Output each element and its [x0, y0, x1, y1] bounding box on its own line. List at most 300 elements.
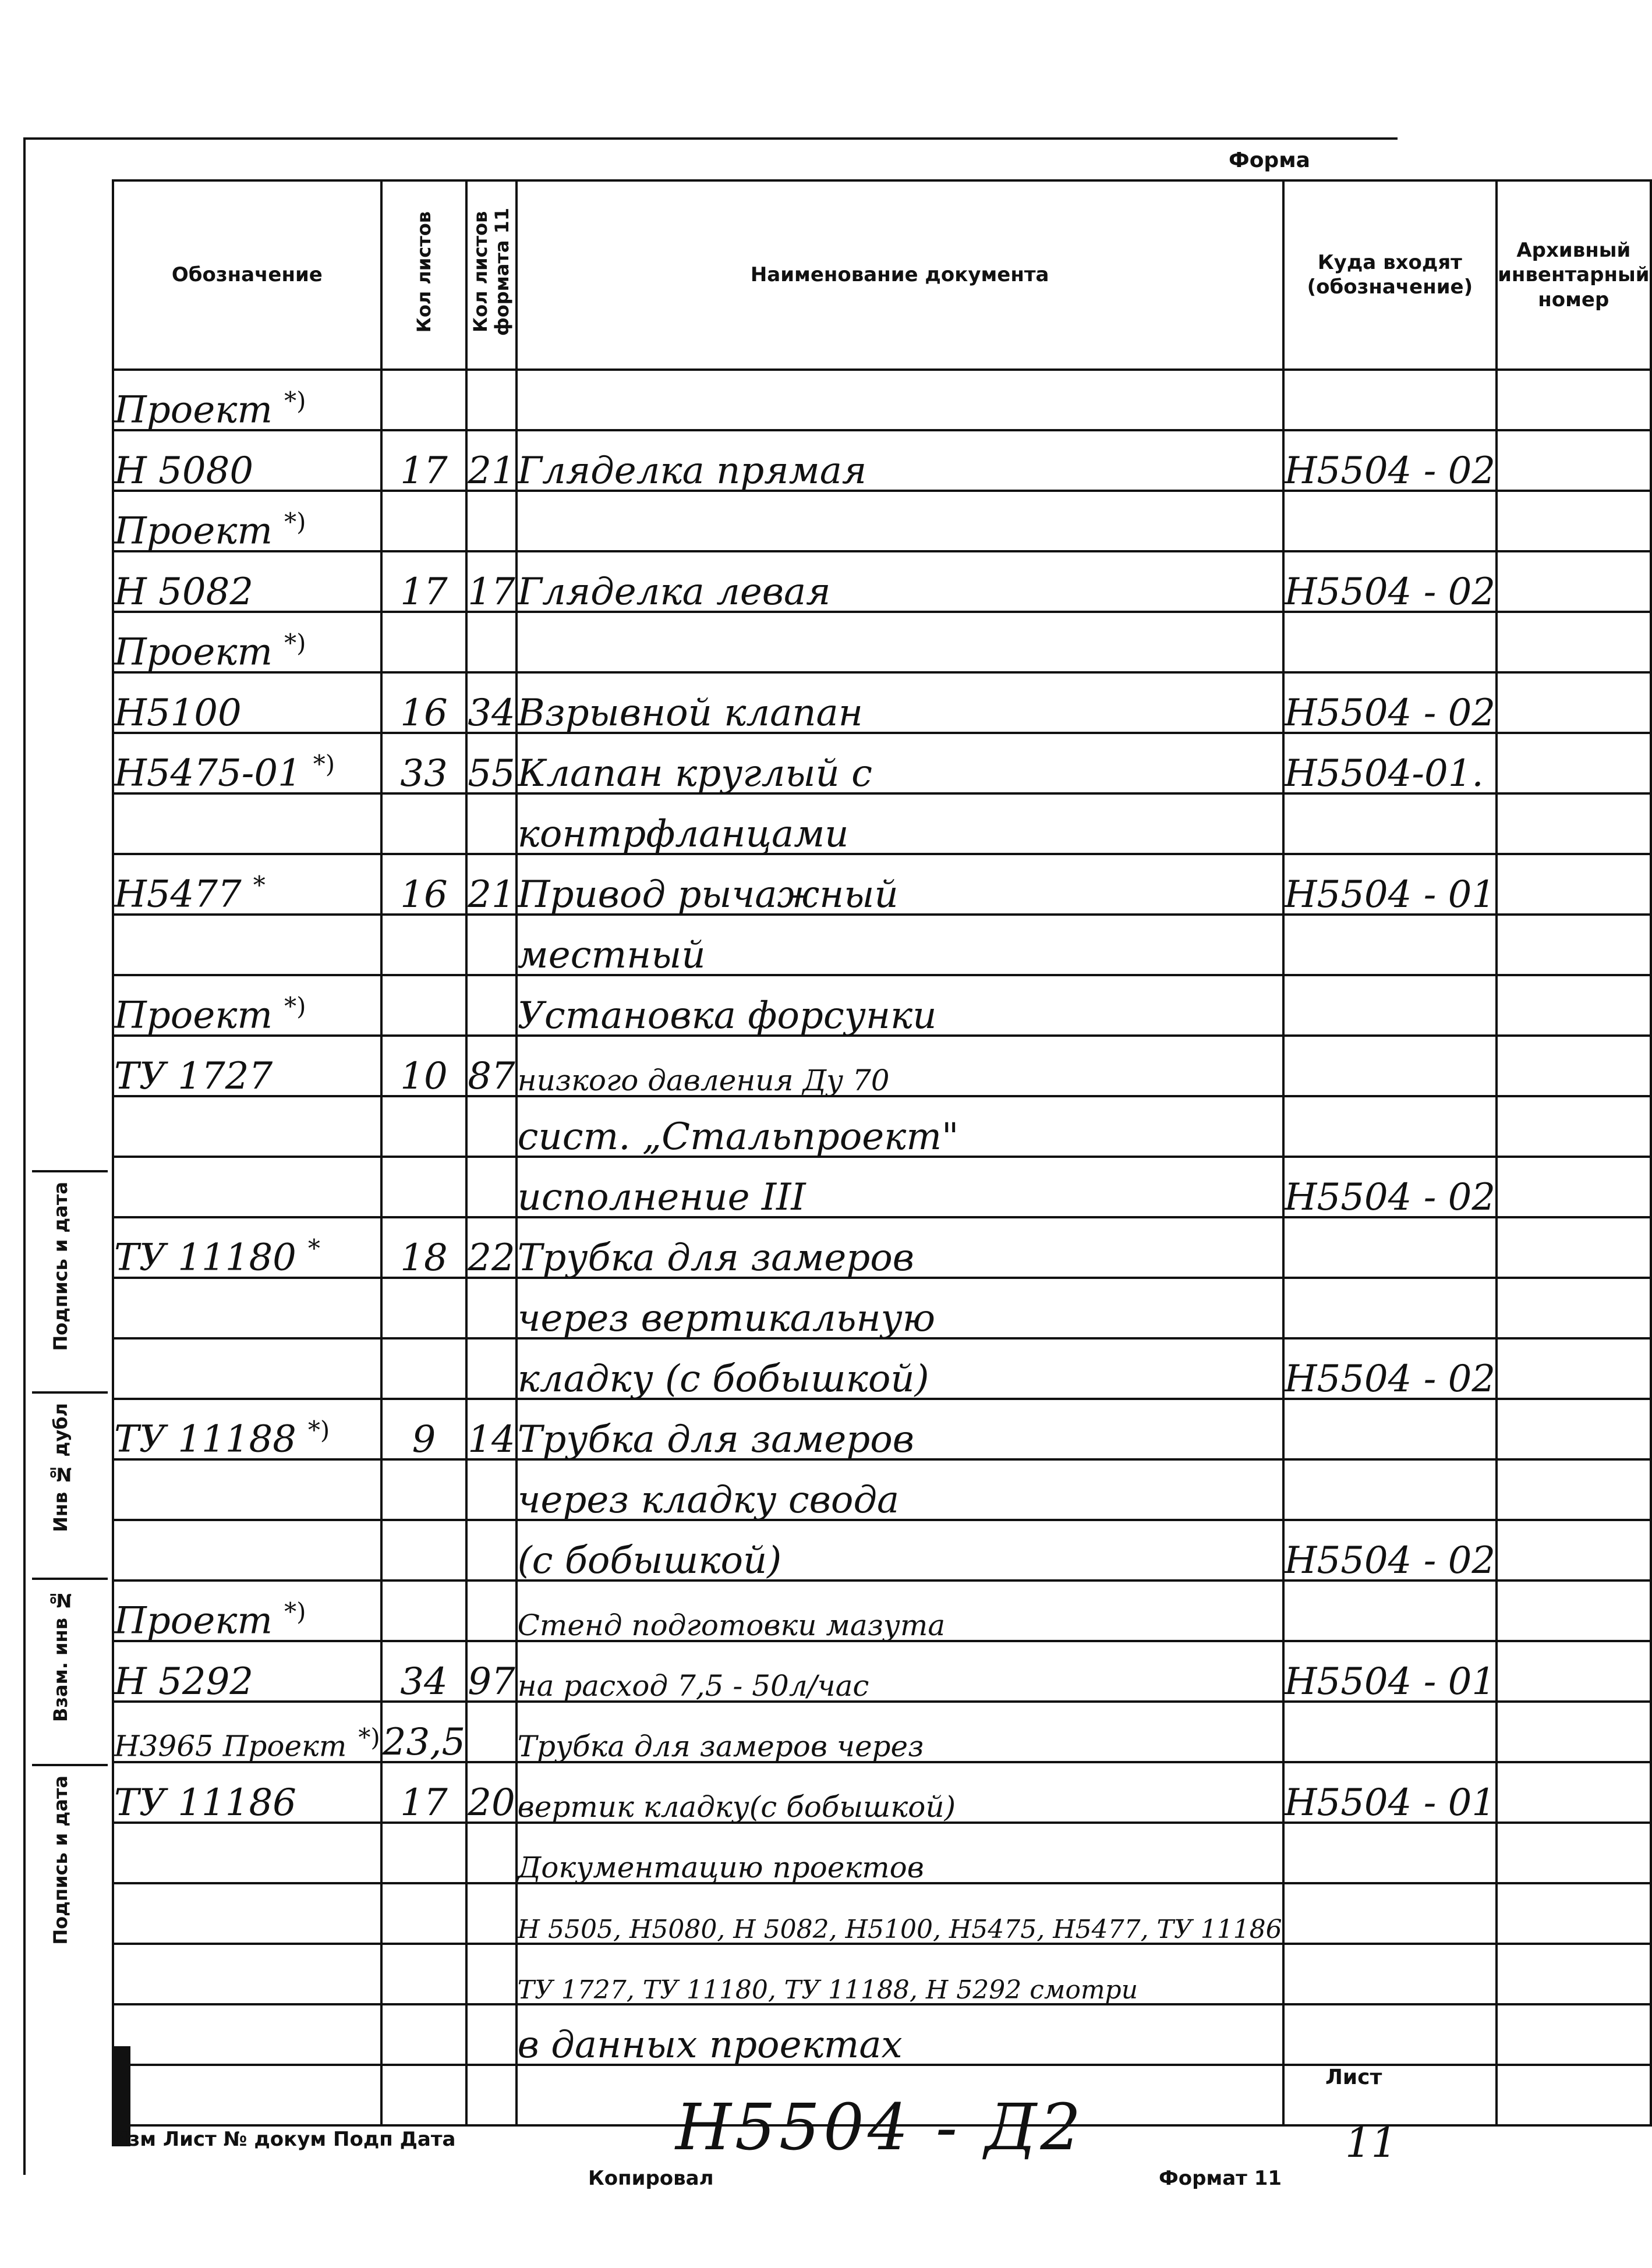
- cell-designation: [113, 1157, 381, 1217]
- cell-archive: [1497, 975, 1650, 1036]
- header-row: [113, 180, 1651, 370]
- cell-designation-text: Н 5080: [114, 449, 254, 492]
- cell-archive: [1497, 1217, 1650, 1278]
- cell-sheets: [381, 1944, 467, 2004]
- cell-designation-text: Проект: [114, 1599, 273, 1643]
- cell-archive: [1497, 793, 1650, 854]
- cell-designation: [113, 672, 381, 733]
- header-designation: Обозначение: [113, 180, 381, 370]
- cell-name: [517, 1278, 1283, 1338]
- cell-designation: [113, 1278, 381, 1338]
- footnote-mark: *): [358, 1723, 380, 1752]
- cell-designation-text: Проект: [114, 994, 273, 1037]
- cell-designation-text: Проект: [114, 388, 273, 432]
- cell-archive: [1497, 1762, 1650, 1823]
- cell-name-text: Взрывной клапан: [517, 691, 863, 735]
- cell-sheets: [381, 1883, 467, 1944]
- cell-sheets-a4: [466, 1883, 516, 1944]
- cell-where-used: [1283, 793, 1497, 854]
- cell-designation-text: ТУ 11180: [114, 1236, 296, 1280]
- cell-designation: [113, 1338, 381, 1399]
- table-row: [113, 2004, 1651, 2065]
- cell-archive: [1497, 1096, 1650, 1157]
- cell-designation: [113, 1641, 381, 1702]
- cell-name: [517, 551, 1283, 612]
- cell-sheets: [381, 1036, 467, 1096]
- cell-sheets-a4: [466, 1823, 516, 1883]
- table-row: [113, 430, 1651, 491]
- cell-designation-text: Н5100: [114, 691, 242, 735]
- cell-archive: [1497, 2004, 1650, 2065]
- cell-sheets: [381, 854, 467, 915]
- cell-sheets: [381, 975, 467, 1036]
- cell-name: [517, 1157, 1283, 1217]
- cell-archive: [1497, 915, 1650, 975]
- format-label: Формат 11: [1159, 2167, 1282, 2190]
- cell-sheets-a4-text: 22: [468, 1236, 515, 1280]
- cell-name-text: в данных проектах: [517, 2023, 903, 2067]
- cell-sheets-text: 34: [400, 1660, 448, 1703]
- cell-sheets-text: 9: [412, 1418, 436, 1461]
- cell-name-text: Стенд подготовки мазута: [517, 1608, 946, 1642]
- cell-sheets-text: 18: [400, 1236, 448, 1280]
- cell-sheets: [381, 2004, 467, 2065]
- side-stamp-signature-date-2: Подпись и дата: [49, 1776, 72, 1945]
- cell-name-text: кладку (с бобышкой): [517, 1357, 929, 1401]
- footnote-mark: *): [284, 508, 306, 537]
- header-sheets: [381, 180, 467, 370]
- cell-sheets-a4: [466, 551, 516, 612]
- cell-name: [517, 1217, 1283, 1278]
- cell-sheets-a4: [466, 1278, 516, 1338]
- cell-designation: [113, 1399, 381, 1459]
- cell-name: [517, 491, 1283, 551]
- cell-name-text: Гляделка прямая: [517, 449, 867, 492]
- cell-sheets-a4-text: 97: [468, 1660, 515, 1703]
- cell-sheets: [381, 1399, 467, 1459]
- cell-name-text: (с бобышкой): [517, 1539, 782, 1582]
- cell-sheets-a4-text: 17: [468, 570, 515, 614]
- cell-sheets-a4: [466, 1036, 516, 1096]
- cell-sheets-a4: [466, 491, 516, 551]
- footnote-mark: *): [284, 387, 306, 416]
- cell-name: [517, 1338, 1283, 1399]
- cell-sheets-a4: [466, 1338, 516, 1399]
- cell-where-used-text: Н5504 - 02: [1284, 570, 1496, 614]
- cell-archive: [1497, 1157, 1650, 1217]
- footnote-mark: *): [307, 1416, 330, 1445]
- cell-where-used: [1283, 1762, 1497, 1823]
- cell-archive: [1497, 1036, 1650, 1096]
- cell-where-used: [1283, 370, 1497, 430]
- form-label: Форма: [1229, 148, 1310, 172]
- cell-name: [517, 1096, 1283, 1157]
- cell-name: [517, 793, 1283, 854]
- cell-where-used: [1283, 1399, 1497, 1459]
- cell-designation-text: ТУ 11186: [114, 1781, 296, 1824]
- cell-where-used: [1283, 551, 1497, 612]
- cell-where-used: [1283, 1944, 1497, 2004]
- cell-where-used: [1283, 2065, 1497, 2125]
- header-name: Наименование документа: [517, 180, 1283, 370]
- title-block-labels: Изм Лист № докум Подп Дата: [112, 2128, 456, 2151]
- cell-where-used: [1283, 1338, 1497, 1399]
- cell-sheets: [381, 1278, 467, 1338]
- cell-where-used: [1283, 1580, 1497, 1641]
- table-row: [113, 1580, 1651, 1641]
- footnote-mark: *): [313, 750, 335, 779]
- cell-sheets: [381, 793, 467, 854]
- cell-sheets: [381, 1823, 467, 1883]
- copied-by-label: Копировал: [588, 2167, 714, 2190]
- cell-archive: [1497, 1944, 1650, 2004]
- cell-designation: [113, 2004, 381, 2065]
- cell-name-text: местный: [517, 933, 706, 977]
- cell-where-used: [1283, 672, 1497, 733]
- cell-designation: [113, 793, 381, 854]
- register-body: [113, 370, 1651, 2125]
- table-row: [113, 1338, 1651, 1399]
- cell-sheets-text: 16: [400, 691, 448, 735]
- table-row: [113, 672, 1651, 733]
- table-row: [113, 1399, 1651, 1459]
- cell-name-text: исполнение III: [517, 1175, 806, 1219]
- cell-sheets: [381, 1641, 467, 1702]
- cell-where-used-text: Н5504 - 02: [1284, 449, 1496, 492]
- cell-name: [517, 1944, 1283, 2004]
- cell-sheets-a4: [466, 793, 516, 854]
- table-row: [113, 733, 1651, 793]
- cell-name: [517, 854, 1283, 915]
- cell-archive: [1497, 1580, 1650, 1641]
- cell-sheets-a4: [466, 1762, 516, 1823]
- cell-sheets: [381, 1580, 467, 1641]
- cell-name-text: контрфланцами: [517, 812, 849, 856]
- cell-designation-text: ТУ 1727: [114, 1054, 273, 1098]
- side-approval-stamp: [32, 1170, 108, 2171]
- cell-name-text: низкого давления Ду 70: [517, 1063, 890, 1097]
- cell-name: [517, 975, 1283, 1036]
- table-row: [113, 1217, 1651, 1278]
- cell-name-text: сист. „Стальпроект": [517, 1115, 959, 1158]
- cell-designation-text: Н3965 Проект: [114, 1729, 347, 1763]
- cell-name: [517, 1641, 1283, 1702]
- sheet-label: Лист: [1325, 2065, 1382, 2089]
- cell-name-text: через кладку свода: [517, 1478, 900, 1522]
- cell-archive: [1497, 1823, 1650, 1883]
- footnote-mark: *): [284, 992, 306, 1021]
- cell-name: [517, 915, 1283, 975]
- cell-sheets: [381, 370, 467, 430]
- cell-where-used: [1283, 975, 1497, 1036]
- cell-name-text: Гляделка левая: [517, 570, 831, 614]
- cell-name: [517, 1702, 1283, 1762]
- side-stamp-inv-dubl: Инв № дубл: [49, 1403, 72, 1532]
- cell-designation: [113, 1096, 381, 1157]
- cell-sheets-a4-text: 21: [468, 449, 515, 492]
- cell-where-used: [1283, 1217, 1497, 1278]
- cell-designation: [113, 430, 381, 491]
- cell-sheets-a4: [466, 1459, 516, 1520]
- cell-designation: [113, 854, 381, 915]
- table-row: [113, 975, 1651, 1036]
- cell-archive: [1497, 2065, 1650, 2125]
- cell-sheets-a4-text: 87: [468, 1054, 515, 1098]
- cell-sheets-a4: [466, 975, 516, 1036]
- cell-sheets: [381, 2065, 467, 2125]
- cell-name: [517, 1580, 1283, 1641]
- table-row: [113, 1702, 1651, 1762]
- cell-sheets: [381, 733, 467, 793]
- cell-sheets-a4: [466, 2065, 516, 2125]
- cell-sheets-a4: [466, 1580, 516, 1641]
- cell-sheets-a4-text: 14: [468, 1418, 515, 1461]
- cell-where-used: [1283, 854, 1497, 915]
- cell-sheets-a4-text: 34: [468, 691, 515, 735]
- cell-name: [517, 430, 1283, 491]
- table-row: [113, 551, 1651, 612]
- footnote-mark: *: [307, 1234, 320, 1263]
- cell-sheets-a4: [466, 612, 516, 672]
- cell-name: [517, 1399, 1283, 1459]
- cell-where-used: [1283, 1036, 1497, 1096]
- cell-where-used: [1283, 733, 1497, 793]
- cell-sheets: [381, 1459, 467, 1520]
- table-row: [113, 612, 1651, 672]
- cell-designation: [113, 1823, 381, 1883]
- table-row: [113, 1036, 1651, 1096]
- cell-sheets: [381, 1338, 467, 1399]
- cell-where-used: [1283, 1641, 1497, 1702]
- cell-where-used: [1283, 1157, 1497, 1217]
- cell-where-used: [1283, 612, 1497, 672]
- footnote-mark: *: [253, 871, 266, 900]
- cell-where-used: [1283, 1823, 1497, 1883]
- cell-sheets-a4: [466, 1702, 516, 1762]
- cell-archive: [1497, 1399, 1650, 1459]
- cell-sheets-text: 16: [400, 873, 448, 916]
- cell-name-text: вертик кладку(с бобышкой): [517, 1789, 956, 1824]
- cell-sheets-text: 33: [400, 752, 448, 795]
- cell-sheets-a4-text: 55: [468, 752, 515, 795]
- cell-where-used-text: Н5504 - 02: [1284, 1539, 1496, 1582]
- cell-sheets-a4: [466, 1096, 516, 1157]
- cell-designation: [113, 1702, 381, 1762]
- cell-name-text: Н 5505, Н5080, Н 5082, Н5100, Н5475, Н5477, ТУ 11186: [517, 1914, 1282, 1944]
- cell-sheets-a4: [466, 430, 516, 491]
- cell-where-used: [1283, 1883, 1497, 1944]
- cell-where-used: [1283, 915, 1497, 975]
- footnote-mark: *): [284, 629, 306, 658]
- cell-archive: [1497, 733, 1650, 793]
- cell-sheets-a4: [466, 2004, 516, 2065]
- table-row: [113, 1641, 1651, 1702]
- cell-sheets-a4: [466, 1520, 516, 1580]
- cell-where-used-text: Н5504 - 01: [1284, 873, 1496, 916]
- cell-sheets-a4: [466, 733, 516, 793]
- cell-designation: [113, 1944, 381, 2004]
- cell-designation: [113, 370, 381, 430]
- cell-where-used: [1283, 1702, 1497, 1762]
- cell-sheets-a4: [466, 1944, 516, 2004]
- cell-name-text: Трубка для замеров: [517, 1236, 914, 1280]
- cell-sheets-a4: [466, 370, 516, 430]
- document-designation: Н5504 - Д2: [675, 2090, 1085, 2164]
- cell-name: [517, 1823, 1283, 1883]
- side-stamp-signature-date-1: Подпись и дата: [49, 1182, 72, 1351]
- cell-sheets: [381, 1157, 467, 1217]
- cell-sheets-text: 17: [400, 1781, 448, 1824]
- cell-archive: [1497, 430, 1650, 491]
- cell-where-used: [1283, 430, 1497, 491]
- cell-where-used-text: Н5504 - 01: [1284, 1781, 1496, 1824]
- cell-sheets: [381, 1762, 467, 1823]
- cell-sheets-a4: [466, 672, 516, 733]
- cell-name-text: Клапан круглый с: [517, 752, 872, 795]
- cell-sheets-a4: [466, 1641, 516, 1702]
- cell-name-text: Установка форсунки: [517, 994, 937, 1037]
- cell-where-used: [1283, 1278, 1497, 1338]
- cell-name: [517, 1036, 1283, 1096]
- cell-designation: [113, 1580, 381, 1641]
- cell-name: [517, 1459, 1283, 1520]
- cell-name-text: на расход 7,5 - 50л/час: [517, 1668, 869, 1703]
- cell-designation-text: Н 5292: [114, 1660, 254, 1703]
- cell-archive: [1497, 612, 1650, 672]
- cell-where-used-text: Н5504 - 02: [1284, 691, 1496, 735]
- table-row: [113, 1520, 1651, 1580]
- document-register-table: [112, 179, 1652, 2127]
- cell-archive: [1497, 1459, 1650, 1520]
- cell-designation: [113, 733, 381, 793]
- cell-designation: [113, 1459, 381, 1520]
- cell-sheets-text: 10: [400, 1054, 448, 1098]
- cell-sheets-a4: [466, 854, 516, 915]
- cell-designation: [113, 1762, 381, 1823]
- cell-sheets: [381, 1096, 467, 1157]
- cell-name-text: Трубка для замеров через: [517, 1729, 924, 1763]
- cell-designation-text: Н5475-01: [114, 752, 302, 795]
- cell-designation: [113, 1883, 381, 1944]
- side-stamp-vzam-inv: Взам. инв №: [49, 1589, 72, 1722]
- cell-archive: [1497, 1520, 1650, 1580]
- header-archive: Архивный инвентарный номер: [1497, 180, 1650, 370]
- cell-designation: [113, 551, 381, 612]
- cell-sheets-text: 17: [400, 570, 448, 614]
- cell-name: [517, 612, 1283, 672]
- table-row: [113, 1823, 1651, 1883]
- header-sheets-a4-text: Кол листов формата 11: [469, 207, 513, 336]
- cell-archive: [1497, 1641, 1650, 1702]
- cell-sheets-a4: [466, 915, 516, 975]
- cell-designation: [113, 1217, 381, 1278]
- table-row: [113, 491, 1651, 551]
- cell-sheets: [381, 1217, 467, 1278]
- table-row: [113, 1762, 1651, 1823]
- cell-designation: [113, 2065, 381, 2125]
- cell-designation-text: Проект: [114, 509, 273, 553]
- cell-name-text: через вертикальную: [517, 1296, 936, 1340]
- cell-sheets: [381, 612, 467, 672]
- cell-archive: [1497, 370, 1650, 430]
- cell-sheets-text: 23,5: [382, 1720, 466, 1764]
- cell-name: [517, 1883, 1283, 1944]
- cell-sheets: [381, 1520, 467, 1580]
- cell-designation: [113, 915, 381, 975]
- cell-sheets-a4: [466, 1217, 516, 1278]
- cell-where-used: [1283, 2004, 1497, 2065]
- header-where-used: Куда входят (обозначение): [1283, 180, 1497, 370]
- cell-archive: [1497, 1338, 1650, 1399]
- cell-name: [517, 370, 1283, 430]
- cell-sheets: [381, 1702, 467, 1762]
- cell-sheets: [381, 430, 467, 491]
- cell-sheets-a4-text: 20: [468, 1781, 515, 1824]
- cell-name: [517, 733, 1283, 793]
- cell-sheets: [381, 672, 467, 733]
- cell-archive: [1497, 1702, 1650, 1762]
- table-row: [113, 1459, 1651, 1520]
- cell-archive: [1497, 491, 1650, 551]
- cell-name: [517, 672, 1283, 733]
- cell-where-used-text: Н5504 - 02: [1284, 1357, 1496, 1401]
- cell-where-used: [1283, 1459, 1497, 1520]
- cell-where-used: [1283, 491, 1497, 551]
- cell-sheets-text: 17: [400, 449, 448, 492]
- cell-where-used-text: Н5504-01.: [1284, 752, 1484, 795]
- cell-name-text: ТУ 1727, ТУ 11180, ТУ 11188, Н 5292 смотри: [517, 1975, 1138, 2005]
- cell-sheets: [381, 491, 467, 551]
- table-row: [113, 1883, 1651, 1944]
- left-border-line: [23, 137, 26, 2175]
- table-row: [113, 370, 1651, 430]
- cell-sheets: [381, 551, 467, 612]
- cell-archive: [1497, 551, 1650, 612]
- cell-designation-text: Проект: [114, 630, 273, 674]
- table-row: [113, 1096, 1651, 1157]
- footnote-mark: *): [284, 1597, 306, 1626]
- cell-name-text: Привод рычажный: [517, 873, 898, 916]
- cell-sheets-a4: [466, 1399, 516, 1459]
- cell-archive: [1497, 1278, 1650, 1338]
- table-row: [113, 915, 1651, 975]
- cell-where-used-text: Н5504 - 01: [1284, 1660, 1496, 1703]
- table-row: [113, 854, 1651, 915]
- table-row: [113, 1157, 1651, 1217]
- cell-name: [517, 2004, 1283, 2065]
- cell-archive: [1497, 854, 1650, 915]
- cell-designation: [113, 612, 381, 672]
- cell-designation-text: Н5477: [114, 873, 242, 916]
- cell-designation-text: ТУ 11188: [114, 1418, 296, 1461]
- cell-designation: [113, 1036, 381, 1096]
- cell-sheets-a4: [466, 1157, 516, 1217]
- cell-name: [517, 1762, 1283, 1823]
- header-sheets-a4: [466, 180, 516, 370]
- cell-where-used: [1283, 1096, 1497, 1157]
- cell-designation: [113, 1520, 381, 1580]
- cell-archive: [1497, 1883, 1650, 1944]
- header-sheets-text: Кол листов: [412, 211, 435, 333]
- top-border-line: [23, 137, 1398, 140]
- table-row: [113, 1278, 1651, 1338]
- sheet-number: 11: [1345, 2119, 1398, 2167]
- cell-sheets: [381, 915, 467, 975]
- table-row: [113, 793, 1651, 854]
- cell-designation: [113, 975, 381, 1036]
- cell-where-used-text: Н5504 - 02: [1284, 1175, 1496, 1219]
- table-row: [113, 1944, 1651, 2004]
